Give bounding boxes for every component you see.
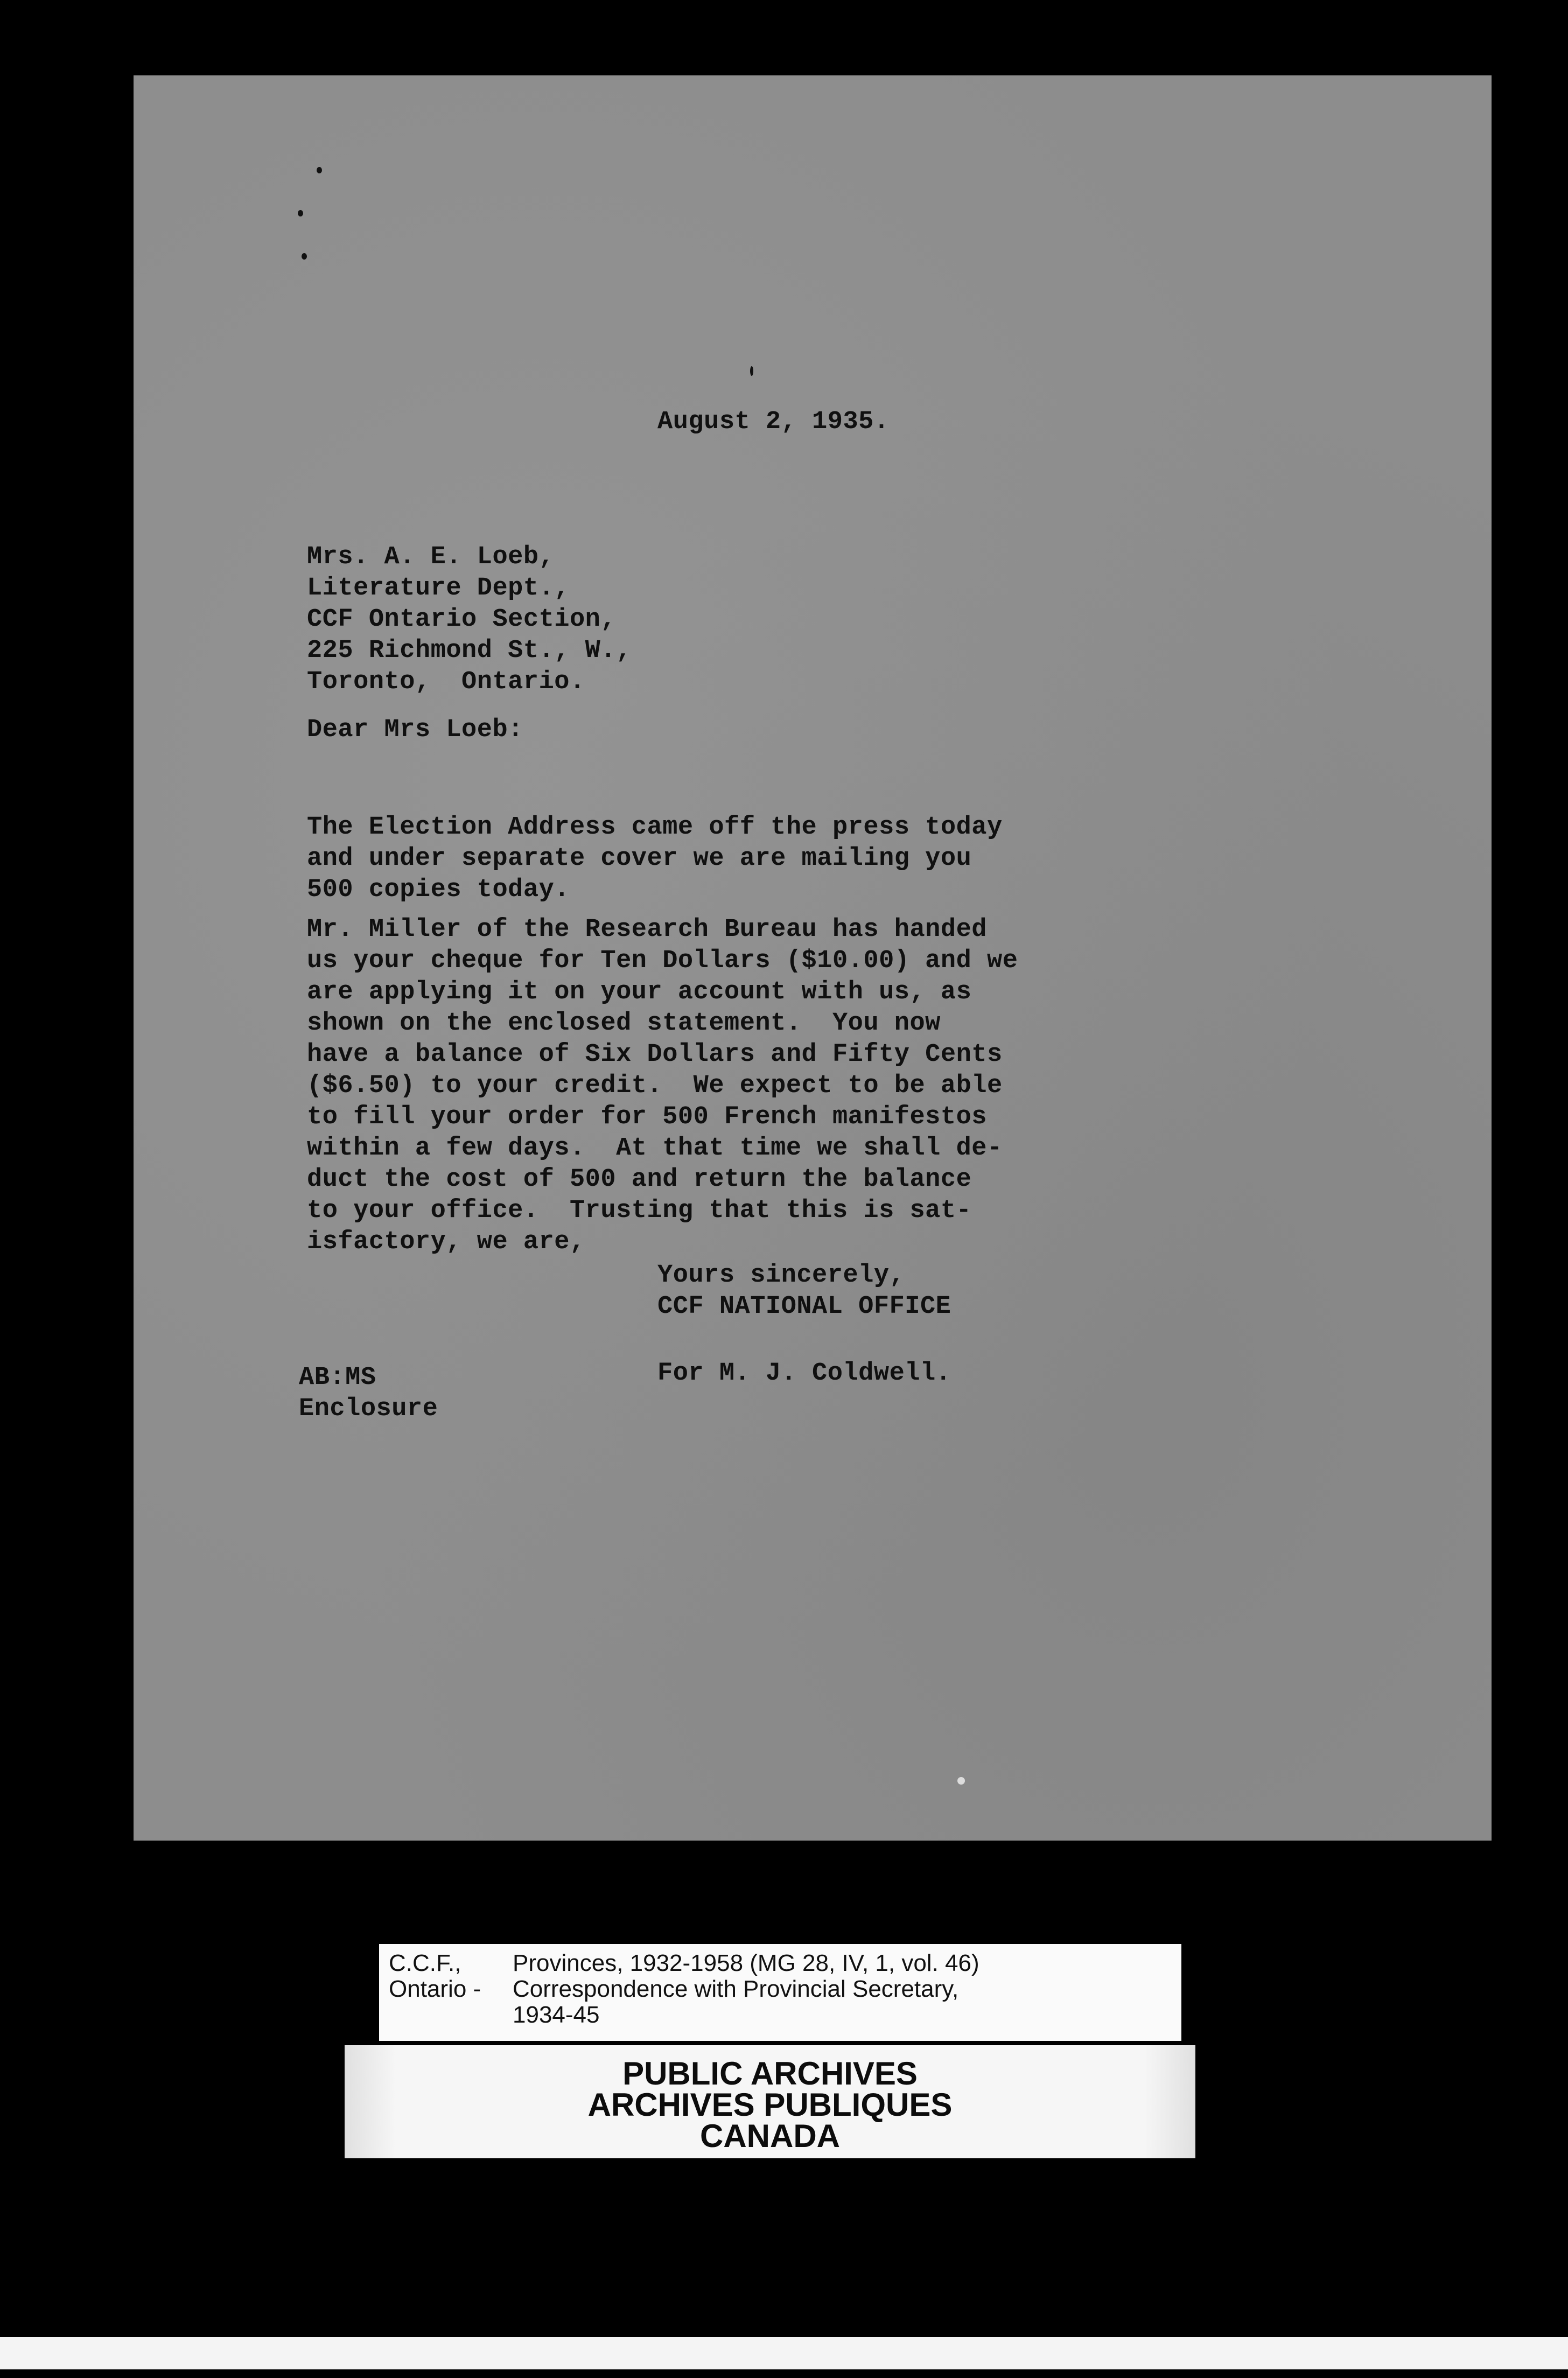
paper-speck: [750, 366, 753, 376]
catalog-label: [379, 1944, 1181, 2041]
reference-initials: AB:MS Enclosure: [299, 1363, 438, 1423]
archive-stamp-line-2: ARCHIVES PUBLIQUES: [587, 2087, 953, 2123]
signature-line: For M. J. Coldwell.: [657, 1359, 951, 1388]
paper-speck: [317, 167, 322, 173]
letter-date: August 2, 1935.: [657, 408, 890, 436]
catalog-label-description: Provinces, 1932-1958 (MG 28, IV, 1, vol. 46) Correspondence with Provincial Secretary, 1934-45: [513, 1950, 979, 2028]
film-edge-strip: [0, 2337, 1568, 2369]
paper-speck: [302, 253, 307, 260]
archive-stamp-line-1: PUBLIC ARCHIVES: [622, 2055, 918, 2092]
paper-speck: [957, 1777, 965, 1785]
archive-stamp-line-3: CANADA: [700, 2118, 840, 2154]
letter-closing: Yours sincerely, CCF NATIONAL OFFICE: [657, 1261, 951, 1321]
recipient-address: Mrs. A. E. Loeb, Literature Dept., CCF Ontario Section, 225 Richmond St., W., Toronto, Ontario.: [307, 543, 632, 696]
paper-speck: [298, 210, 303, 216]
body-paragraph-2: Mr. Miller of the Research Bureau has handed us your cheque for Ten Dollars ($10.00) and we are applying it on your account with us, as shown on the enclosed statement. You now have a balance of Six Dollars and Fifty Cents ($6.50) to your credit. We expect to be able to fill your order for 500 French manifestos within a few days. At that time we shall de- duct the cost of 500 and return the balance to your office. Trusting that this is sat- isfactory, we are,: [307, 915, 1018, 1256]
catalog-label-series: C.C.F., Ontario -: [389, 1950, 481, 2002]
archive-stamp: [345, 2045, 1195, 2158]
body-paragraph-1: The Election Address came off the press today and under separate cover we are mailing you 500 copies today.: [307, 813, 1003, 904]
salutation: Dear Mrs Loeb:: [307, 716, 523, 744]
